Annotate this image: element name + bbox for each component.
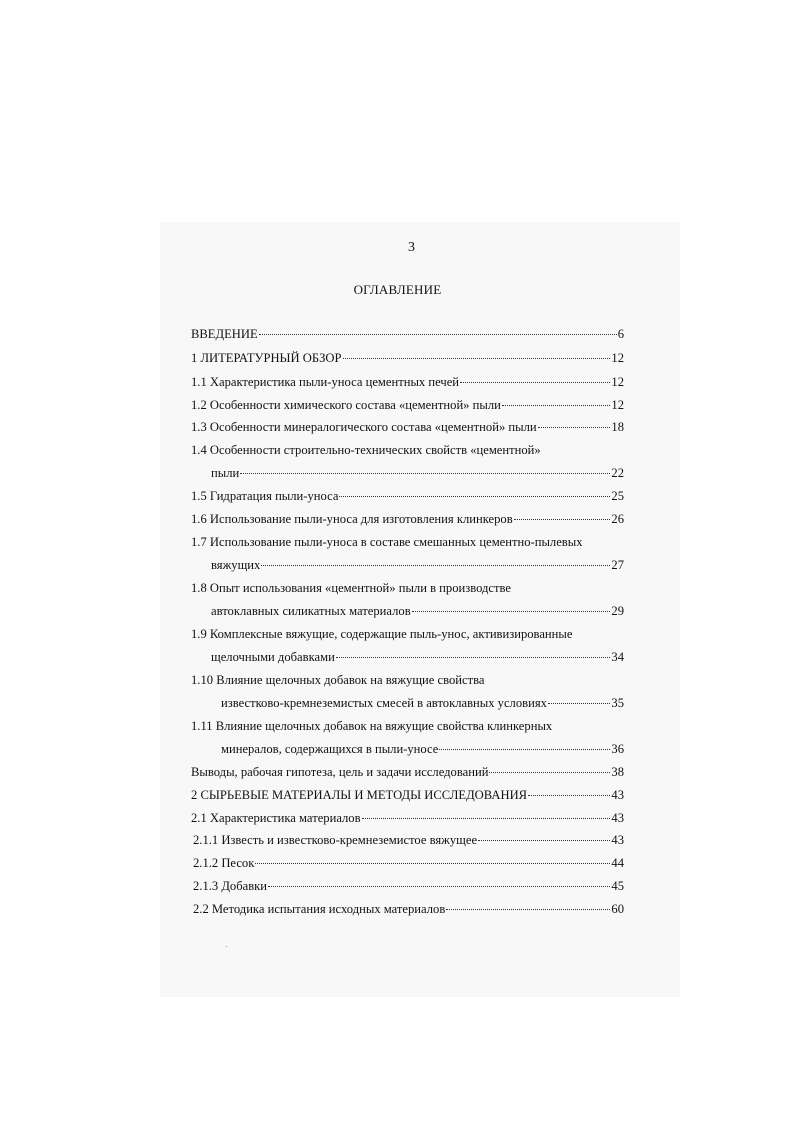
toc-entry-text: 2.1.1 Известь и известково-кремнеземистое вяжущее [193,833,478,847]
toc-entry-1-3[interactable] [191,419,624,435]
toc-entry-page: 43 [611,833,624,847]
toc-entry-page: 6 [617,327,624,341]
toc-entry-1-10-heading: 1.10 Влияние щелочных добавок на вяжущие свойства [191,673,485,687]
dot-leader [538,427,611,428]
dot-leader [362,818,611,819]
toc-entry-page: 27 [611,558,624,572]
toc-entry-text: щелочными добавками [211,650,335,664]
dot-leader [439,749,610,750]
toc-entry-1-4-heading: 1.4 Особенности строительно-технических свойств «цементной» [191,443,541,457]
toc-entry-page: 45 [611,879,624,893]
toc-entry-text: Выводы, рабочая гипотеза, цель и задачи исследований [191,765,489,779]
toc-entry-text: 1 ЛИТЕРАТУРНЫЙ ОБЗОР [191,351,342,365]
toc-entry-page: 36 [611,742,624,756]
toc-entry-1-11-heading: 1.11 Влияние щелочных добавок на вяжущие свойства клинкерных [191,719,553,733]
toc-entry-page: 18 [611,420,624,434]
toc-entry-page: 12 [611,375,624,389]
toc-entry-1-11[interactable] [221,741,624,757]
toc-entry-page: 12 [611,351,624,365]
toc-entry-page: 34 [611,650,624,664]
toc-entry-text: 1.1 Характеристика пыли-уноса цементных печей [191,375,460,389]
toc-title: ОГЛАВЛЕНИЕ [353,282,442,297]
dot-leader [259,334,617,335]
toc-entry-text: 2 СЫРЬЕВЫЕ МАТЕРИАЛЫ И МЕТОДЫ ИССЛЕДОВАНИЯ [191,788,528,802]
toc-entry-page: 43 [611,811,624,825]
toc-entry-page: 38 [611,765,624,779]
toc-entry-text: известково-кремнеземистых смесей в автоклавных условиях [221,696,547,710]
toc-entry-1-9[interactable] [211,649,624,665]
toc-entry-page: 43 [611,788,624,802]
toc-entry-1-1[interactable] [191,374,624,390]
dot-leader [343,358,611,359]
dot-leader [460,382,610,383]
toc-entry-page: 25 [611,489,624,503]
toc-entry-text: 1.6 Использование пыли-уноса для изготовления клинкеров [191,512,513,526]
toc-entry-1-5[interactable] [191,488,624,504]
toc-entry-2-1-1[interactable] [193,832,624,848]
toc-entry-2-1[interactable] [191,810,624,826]
dot-leader [514,519,611,520]
dot-leader [502,405,611,406]
toc-entry-1-8[interactable] [211,603,624,619]
dot-leader [268,886,610,887]
toc-entry-1-6[interactable] [191,511,624,527]
toc-entry-1-7-heading: 1.7 Использование пыли-уноса в составе смешанных цементно-пылевых [191,535,583,549]
dot-leader [548,703,611,704]
dot-leader [339,496,610,497]
page-number: 3 [408,240,415,255]
dot-leader [489,772,610,773]
toc-entry-text: 1.2 Особенности химического состава «цементной» пыли [191,398,501,412]
toc-entry-chapter-1[interactable] [191,350,624,366]
toc-entry-page: 29 [611,604,624,618]
toc-entry-text: 2.1 Характеристика материалов [191,811,361,825]
toc-entry-conclusions[interactable] [191,764,624,780]
toc-entry-text: минералов, содержащихся в пыли-уносе [221,742,439,756]
toc-entry-2-1-2[interactable] [193,855,624,871]
toc-entry-1-9-heading: 1.9 Комплексные вяжущие, содержащие пыль-унос, активизированные [191,627,573,641]
toc-entry-text: 2.2 Методика испытания исходных материалов [193,902,446,916]
toc-entry-text: 1.5 Гидратация пыли-уноса [191,489,339,503]
toc-entry-text: вяжущих [211,558,261,572]
toc-entry-introduction[interactable] [191,326,624,342]
dot-leader [478,840,610,841]
dot-leader [261,565,610,566]
toc-entry-2-1-3[interactable] [193,878,624,894]
toc-entry-page: 26 [611,512,624,526]
toc-entry-text: 2.1.2 Песок [193,856,255,870]
dot-leader [255,863,610,864]
toc-entry-1-2[interactable] [191,397,624,413]
toc-entry-1-4[interactable] [211,465,624,481]
dot-leader [336,657,611,658]
toc-entry-page: 44 [611,856,624,870]
toc-entry-1-7[interactable] [211,557,624,573]
toc-entry-1-10[interactable] [221,695,624,711]
toc-entry-page: 22 [611,466,624,480]
toc-entry-page: 60 [611,902,624,916]
toc-entry-text: 1.3 Особенности минералогического состава «цементной» пыли [191,420,537,434]
toc-entry-page: 12 [611,398,624,412]
toc-entry-chapter-2[interactable] [191,787,624,803]
dot-leader [240,473,610,474]
scan-speck [226,946,227,947]
toc-entry-text: пыли [211,466,240,480]
toc-entry-2-2[interactable] [193,901,624,917]
dot-leader [528,795,610,796]
dot-leader [412,611,611,612]
toc-entry-1-8-heading: 1.8 Опыт использования «цементной» пыли в производстве [191,581,511,595]
toc-entry-page: 35 [611,696,624,710]
toc-entry-text: ВВЕДЕНИЕ [191,327,258,341]
toc-entry-text: 2.1.3 Добавки [193,879,268,893]
toc-entry-text: автоклавных силикатных материалов [211,604,411,618]
dot-leader [446,909,610,910]
